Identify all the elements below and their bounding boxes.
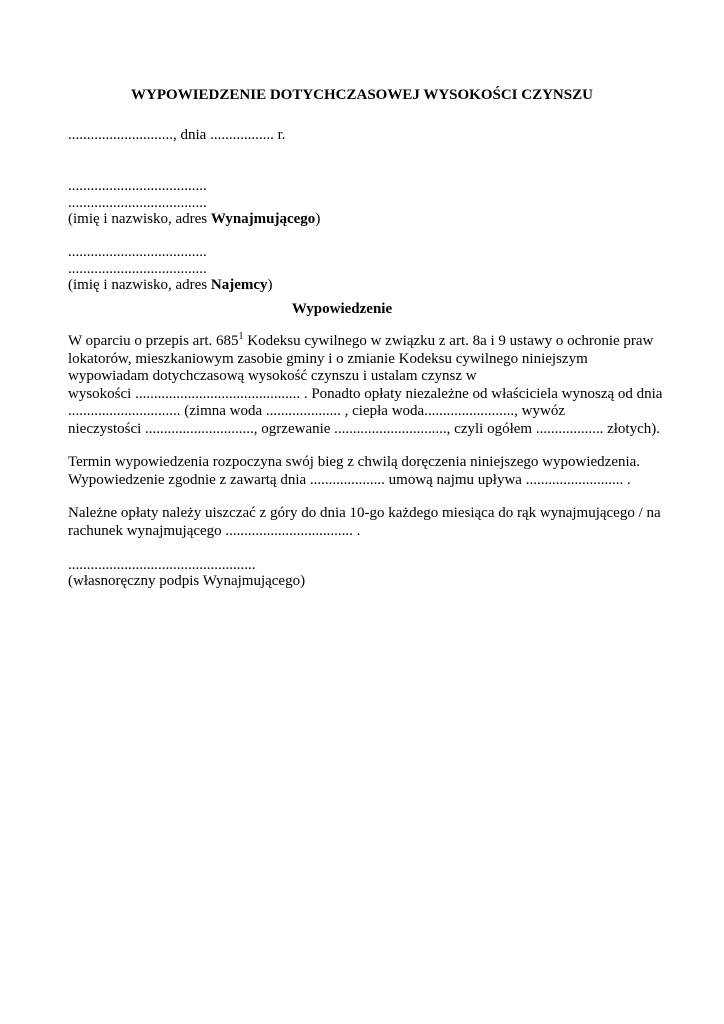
landlord-dotted-line-1: ..................................... — [68, 178, 207, 194]
tenant-dotted-line-2: ..................................... — [68, 261, 207, 277]
paragraph-line: rachunek wynajmującego .................................. . — [68, 522, 361, 539]
landlord-label-suffix: ) — [315, 211, 321, 227]
tenant-dotted-line-1: ..................................... — [68, 244, 207, 260]
landlord-dotted-line-2: ..................................... — [68, 195, 207, 211]
paragraph-rent-notice — [68, 333, 668, 438]
paragraph-line: .............................. (zimna woda .................... , ciepła woda........................, wywóz — [68, 403, 566, 419]
paragraph-line — [68, 333, 668, 351]
paragraph-line: wypowiadam dotychczasową wysokość czynszu i ustalam czynsz w — [68, 368, 477, 384]
paragraph-payment-terms — [68, 505, 668, 540]
place-date-line: ............................, dnia ................. r. — [68, 127, 286, 143]
paragraph-line: lokatorów, mieszkaniowym zasobie gminy i o zmianie Kodeksu cywilnego niniejszym — [68, 350, 588, 367]
section-subtitle: Wypowiedzenie — [291, 301, 393, 317]
paragraph-line: wysokości ............................................ . Ponadto opłaty niezależne od właściciela wynoszą od dnia — [68, 385, 663, 402]
paragraph-notice-period — [68, 454, 668, 489]
paragraph-line: Termin wypowiedzenia rozpoczyna swój bieg z chwilą doręczenia niniejszego wypowiedzenia. — [68, 454, 641, 470]
signature-dotted-line: .................................................. — [68, 557, 256, 573]
tenant-label-prefix: (imię i nazwisko, adres — [68, 277, 211, 293]
paragraph-line: nieczystości ............................., ogrzewanie .............................., czyli ogółem .................. złotych). — [68, 420, 660, 437]
landlord-label-prefix: (imię i nazwisko, adres — [68, 211, 211, 227]
landlord-label-bold: Wynajmującego — [210, 211, 316, 227]
signature-label: (własnoręczny podpis Wynajmującego) — [68, 573, 306, 589]
tenant-label — [68, 276, 273, 294]
text-run: W oparciu o przepis art. 685 — [68, 333, 239, 349]
superscript: 1 — [238, 331, 244, 342]
document-title: WYPOWIEDZENIE DOTYCHCZASOWEJ WYSOKOŚCI CZYNSZU — [131, 87, 593, 103]
landlord-label — [68, 210, 320, 228]
tenant-label-bold: Najemcy — [210, 277, 268, 293]
text-run: Kodeksu cywilnego w związku z art. 8a i 9 ustawy o ochronie praw — [243, 333, 654, 349]
paragraph-line: Należne opłaty należy uiszczać z góry do dnia 10-go każdego miesiąca do rąk wynajmującego / na — [68, 505, 661, 521]
paragraph-line: Wypowiedzenie zgodnie z zawartą dnia .................... umową najmu upływa .......................... . — [68, 471, 631, 488]
tenant-label-suffix: ) — [267, 277, 273, 293]
